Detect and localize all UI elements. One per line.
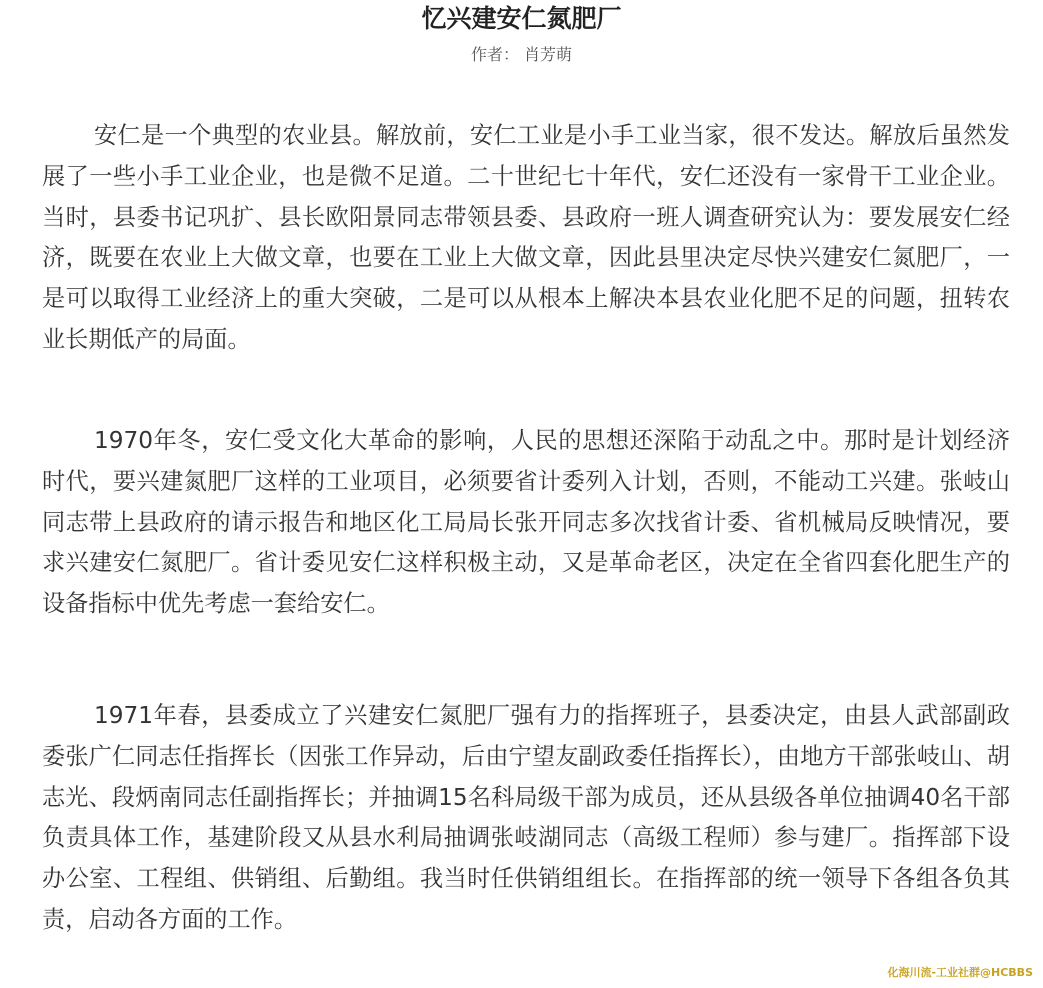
paragraph-3: 1971年春，县委成立了兴建安仁氮肥厂强有力的指挥班子，县委决定，由县人武部副政委张广仁同志任指挥长（因张工作异动，后由宁望友副政委任指挥长），由地方干部张岐山、胡志光、段炳南同志任副指挥长；并抽调15名科局级干部为成员，还从县级各单位抽调40名干部负责具体工作，基建阶段又从县水利局抽调张岐湖同志（高级工程师）参与建厂。指挥部下设办公室、工程组、供销组、后勤组。我当时任供销组组长。在指挥部的统一领导下各组各负其责，启动各方面的工作。 [42,702,1010,933]
author-line: 作者： 肖芳萌 [470,45,573,64]
paragraph-2: 1970年冬，安仁受文化大革命的影响，人民的思想还深陷于动乱之中。那时是计划经济时代，要兴建氮肥厂这样的工业项目，必须要省计委列入计划，否则，不能动工兴建。张岐山同志带上县政府的请示报告和地区化工局局长张开同志多次找省计委、省机械局反映情况，要求兴建安仁氮肥厂。省计委见安仁这样积极主动，又是革命老区，决定在全省四套化肥生产的设备指标中优先考虑一套给安仁。 [42,427,1010,618]
watermark: 化海川流-工业社群@HCBBS [887,966,1033,979]
article-title: 忆兴建安仁氮肥厂 [421,3,622,33]
paragraph-1: 安仁是一个典型的农业县。解放前，安仁工业是小手工业当家，很不发达。解放后虽然发展了一些小手工业企业，也是微不足道。二十世纪七十年代，安仁还没有一家骨干工业企业。当时，县委书记巩扩、县长欧阳景同志带领县委、县政府一班人调查研究认为：要发展安仁经济，既要在农业上大做文章，也要在工业上大做文章，因此县里决定尽快兴建安仁氮肥厂，一是可以取得工业经济上的重大突破，二是可以从根本上解决本县农业化肥不足的问题，扭转农业长期低产的局面。 [42,122,1010,353]
